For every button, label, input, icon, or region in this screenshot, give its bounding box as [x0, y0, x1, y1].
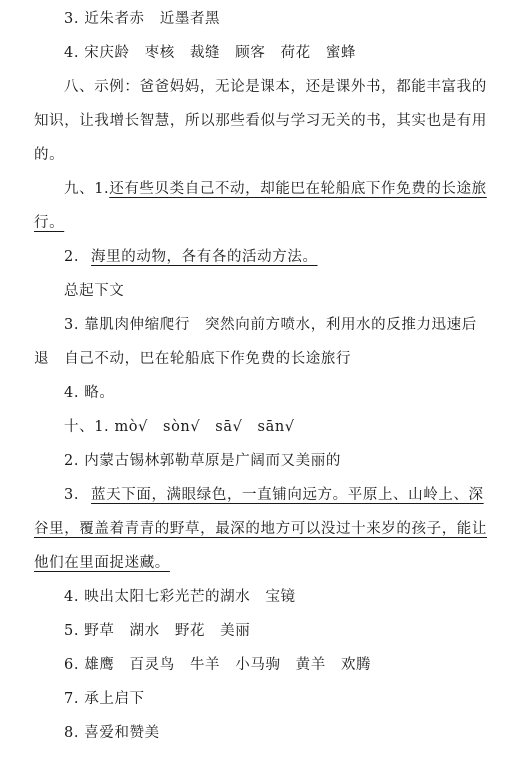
section-10-item-5: 5. 野草 湖水 野花 美丽 — [64, 623, 251, 639]
section-10-item-3-answer-cont-1: 谷里，覆盖着青青的野草，最深的地方可以没过十来岁的孩子，能让 — [34, 521, 487, 537]
section-9-item-1-answer: 还有些贝类自己不动，却能巴在轮船底下作免费的长途旅 — [109, 181, 487, 197]
section-10-item-4: 4. 映出太阳七彩光芒的湖水 宝镜 — [64, 589, 296, 605]
section-9-item-3: 3. 靠肌肉伸缩爬行 突然向前方喷水，利用水的反推力迅速后 — [64, 317, 477, 333]
answer-line-3-idiom: 3. 近朱者赤 近墨者黑 — [64, 11, 221, 27]
answer-line-4-words: 4. 宋庆龄 枣核 裁缝 顾客 荷花 蜜蜂 — [64, 45, 357, 61]
section-10-item-3-answer-cont-2: 他们在里面捉迷藏。 — [34, 555, 170, 571]
section-9-item-3-cont: 退 自己不动，巴在轮船底下作免费的长途旅行 — [34, 351, 352, 367]
section-9-item-1-answer-cont: 行。 — [34, 215, 65, 231]
section-10-item-2: 2. 内蒙古锡林郭勒草原是广阔而又美丽的 — [64, 453, 341, 469]
section-10-item-8: 8. 喜爱和赞美 — [64, 725, 160, 741]
section-10-item-3-cont-1 — [34, 518, 487, 540]
section-9-item-2-number: 2. — [64, 249, 80, 265]
section-9-item-4: 4. 略。 — [64, 385, 115, 401]
section-10-item-1: 十、1. mò√ sòn√ sā√ sān√ — [64, 419, 295, 435]
section-10-item-6: 6. 雄鹰 百灵鸟 牛羊 小马驹 黄羊 欢腾 — [64, 657, 372, 673]
section-9-item-1 — [64, 178, 487, 200]
section-9-item-2 — [64, 246, 318, 268]
section-10-item-7: 7. 承上启下 — [64, 691, 145, 707]
section-9-item-1-cont — [34, 212, 64, 234]
section-9-item-1-number: 九、1. — [64, 181, 110, 197]
section-10-item-3-number: 3. — [64, 487, 80, 503]
section-10-item-3 — [64, 484, 484, 506]
section-10-item-3-cont-2 — [34, 552, 170, 574]
section-9-item-2-answer: 海里的动物，各有各的活动方法。 — [91, 249, 318, 265]
section-8-example-cont-2: 的。 — [34, 147, 65, 163]
section-8-example-cont-1: 知识，让我增长智慧，所以那些看似与学习无关的书，其实也是有用 — [34, 113, 487, 129]
section-9-summary: 总起下文 — [64, 283, 125, 299]
section-10-item-3-answer: 蓝天下面，满眼绿色，一直铺向远方。平原上、山岭上、深 — [91, 487, 484, 503]
section-8-example: 八、示例：爸爸妈妈，无论是课本，还是课外书，都能丰富我的 — [64, 79, 487, 95]
